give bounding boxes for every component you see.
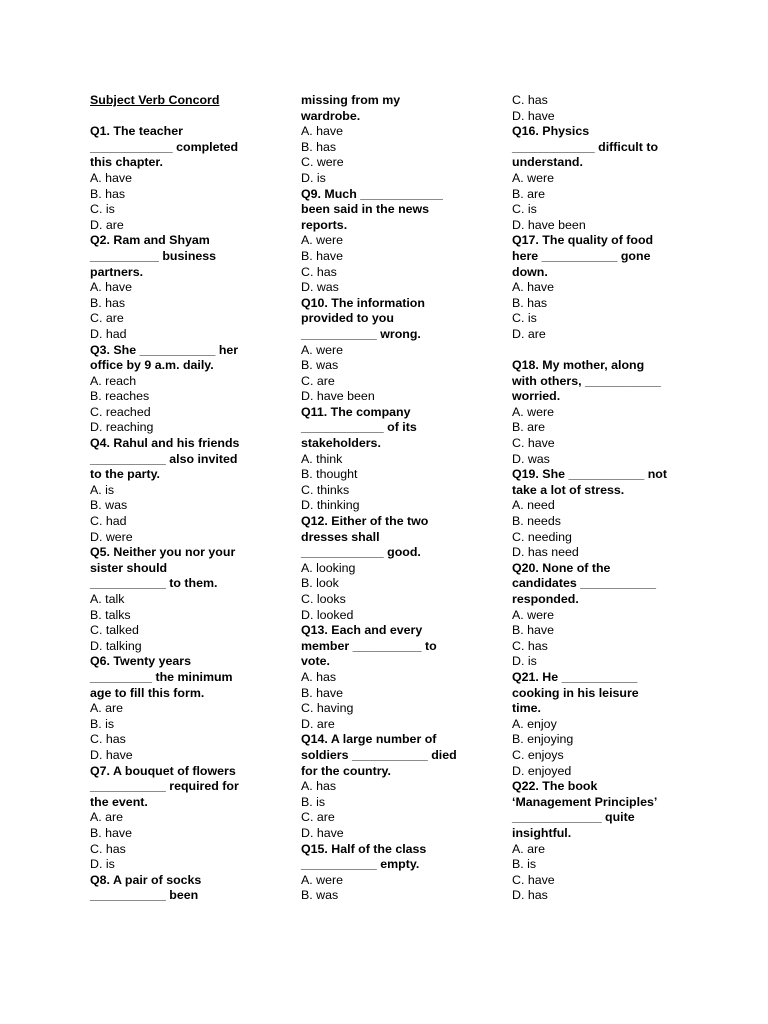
question-line: provided to you (301, 311, 394, 326)
question-line: missing from my (301, 93, 401, 107)
question-text (512, 467, 702, 498)
answer-option: A. need (512, 498, 555, 513)
question-line: wardrobe. (301, 108, 361, 123)
answer-option: C. is (512, 311, 537, 326)
column-1 (90, 93, 280, 904)
answer-option: D. was (512, 451, 550, 466)
question-line: soldiers ___________ died (301, 747, 457, 762)
question-line: dresses shall (301, 529, 380, 544)
question-line: Q22. The book (512, 779, 598, 794)
answer-option: D. have been (301, 389, 375, 404)
answer-option: C. enjoys (512, 747, 564, 762)
answer-option: B. have (301, 248, 344, 263)
answer-option: A. is (90, 482, 115, 497)
answer-option: D. is (301, 170, 326, 185)
question-line: understand. (512, 155, 583, 170)
answer-option: C. has (512, 638, 548, 653)
column-3 (512, 93, 702, 904)
answer-option: B. has (90, 186, 126, 201)
question-line: ____________ good. (301, 545, 421, 560)
answer-option: B. have (90, 825, 133, 840)
answer-option: A. were (512, 607, 555, 622)
answer-option: C. having (301, 701, 354, 716)
question-text (512, 779, 702, 841)
question-line: Q19. She ___________ not (512, 467, 667, 482)
question-text (301, 187, 491, 234)
answer-option: A. has (301, 779, 337, 794)
question-text (90, 545, 280, 592)
answer-option: C. had (90, 514, 127, 529)
question-line: Q4. Rahul and his friends (90, 436, 240, 451)
question-text (90, 873, 280, 904)
question-line: ____________ of its (301, 420, 417, 435)
answer-option: B. was (90, 498, 128, 513)
answer-option: D. has need (512, 545, 579, 560)
answer-option: A. have (301, 124, 344, 139)
question-line: Q2. Ram and Shyam (90, 233, 210, 248)
answer-option: B. is (301, 794, 326, 809)
question-line: ___________ required for (90, 779, 239, 794)
answer-option: B. are (512, 186, 546, 201)
question-text (512, 561, 702, 608)
answer-option: D. reaching (90, 420, 154, 435)
question-text (512, 233, 702, 280)
question-text (90, 343, 280, 374)
question-text (301, 296, 491, 343)
answer-option: B. was (301, 358, 339, 373)
question-text (301, 93, 491, 124)
answer-option: C. has (301, 264, 337, 279)
question-line: Q12. Either of the two (301, 514, 429, 529)
answer-option: A. have (90, 170, 133, 185)
question-line: _____________ quite (512, 810, 635, 825)
question-line: Q11. The company (301, 404, 411, 419)
question-line: ___________ also invited (90, 451, 238, 466)
question-line: Q9. Much ____________ (301, 186, 443, 201)
answer-option: A. are (90, 810, 124, 825)
answer-option: B. talks (90, 607, 131, 622)
question-line: member __________ to (301, 638, 437, 653)
answer-option: D. have (301, 825, 344, 840)
answer-option: C. has (90, 732, 126, 747)
question-text (90, 436, 280, 483)
question-line: vote. (301, 654, 330, 669)
answer-option: C. is (90, 202, 115, 217)
answer-option: C. are (301, 373, 335, 388)
question-line: ___________ wrong. (301, 326, 421, 341)
answer-option: C. has (90, 841, 126, 856)
answer-option: D. are (90, 217, 124, 232)
question-text (90, 124, 280, 171)
answer-option: D. have (512, 108, 555, 123)
question-line: time. (512, 701, 541, 716)
answer-option: C. looks (301, 592, 346, 606)
answer-option: B. has (512, 295, 548, 310)
question-line: ____________ completed (90, 139, 239, 154)
answer-option: C. have (512, 872, 555, 887)
answer-option: D. have (90, 747, 133, 762)
answer-option: B. have (301, 685, 344, 700)
answer-option: A. were (512, 404, 555, 419)
answer-option: D. thinking (301, 498, 360, 513)
question-line: for the country. (301, 763, 391, 778)
question-line: take a lot of stress. (512, 482, 625, 497)
answer-option: C. are (301, 810, 335, 825)
question-text (301, 842, 491, 873)
answer-option: D. was (301, 280, 339, 295)
answer-option: A. have (90, 280, 133, 295)
answer-option: B. thought (301, 467, 358, 482)
answer-option: C. thinks (301, 482, 350, 497)
answer-option: D. are (512, 326, 546, 341)
question-line: here ___________ gone (512, 248, 651, 263)
question-line: candidates ___________ (512, 576, 656, 591)
question-line: Q18. My mother, along (512, 358, 645, 373)
question-line: Q6. Twenty years (90, 654, 192, 669)
question-text (512, 670, 702, 717)
question-line: insightful. (512, 825, 572, 840)
question-line: ____________ difficult to (512, 139, 659, 154)
spacer (90, 109, 280, 125)
answer-option: D. is (90, 857, 115, 872)
answer-option: C. reached (90, 404, 151, 419)
answer-option: A. enjoy (512, 716, 557, 731)
answer-option: D. is (512, 654, 537, 669)
spacer (512, 343, 702, 359)
answer-option: B. has (301, 139, 337, 154)
answer-option: A. were (512, 170, 555, 185)
question-line: the event. (90, 794, 148, 809)
question-line: Q16. Physics (512, 124, 590, 139)
question-line: to the party. (90, 467, 160, 482)
answer-option: C. are (90, 311, 124, 326)
answer-option: D. has (512, 888, 548, 903)
answer-option: B. have (512, 623, 555, 638)
answer-option: C. is (512, 202, 537, 217)
question-line: Q14. A large number of (301, 732, 437, 747)
answer-option: D. enjoyed (512, 763, 572, 778)
answer-option: C. needing (512, 529, 572, 544)
question-line: Q1. The teacher (90, 124, 183, 139)
answer-option: B. enjoying (512, 732, 574, 747)
answer-option: B. needs (512, 514, 561, 529)
question-text (301, 405, 491, 452)
answer-option: B. are (512, 420, 546, 435)
answer-option: A. were (301, 872, 344, 887)
question-line: office by 9 a.m. daily. (90, 358, 214, 373)
question-line: cooking in his leisure (512, 685, 639, 700)
answer-option: C. have (512, 436, 555, 451)
answer-option: A. are (512, 841, 546, 856)
answer-option: C. talked (90, 623, 139, 638)
question-line: Q17. The quality of food (512, 233, 654, 248)
answer-option: B. was (301, 888, 339, 903)
question-line: responded. (512, 592, 579, 606)
answer-option: A. talk (90, 592, 125, 606)
answer-option: A. were (301, 233, 344, 248)
answer-option: C. were (301, 155, 344, 170)
question-line: sister should (90, 560, 168, 575)
question-line: Q15. Half of the class (301, 841, 427, 856)
answer-option: A. looking (301, 560, 356, 575)
answer-option: B. look (301, 576, 339, 591)
answer-option: A. are (90, 701, 124, 716)
answer-option: B. has (90, 295, 126, 310)
answer-option: A. think (301, 451, 343, 466)
answer-option: A. reach (90, 373, 137, 388)
answer-option: A. were (301, 342, 344, 357)
question-line: reports. (301, 217, 348, 232)
question-text (512, 124, 702, 171)
question-text (301, 732, 491, 779)
question-line: Q5. Neither you nor your (90, 545, 236, 560)
answer-option: D. talking (90, 638, 142, 653)
answer-option: D. had (90, 326, 127, 341)
question-line: Q8. A pair of socks (90, 872, 202, 887)
answer-option: C. has (512, 93, 548, 107)
question-line: with others, ___________ (512, 373, 661, 388)
question-line: Q13. Each and every (301, 623, 423, 638)
column-2 (301, 93, 491, 904)
question-line: _________ the minimum (90, 669, 233, 684)
question-text (90, 764, 280, 811)
question-line: ___________ empty. (301, 857, 420, 872)
answer-option: D. looked (301, 607, 354, 622)
question-text (512, 358, 702, 405)
question-line: Q21. He ___________ (512, 669, 638, 684)
question-line: ___________ to them. (90, 576, 218, 591)
question-line: stakeholders. (301, 436, 381, 451)
question-text (90, 233, 280, 280)
question-line: Q7. A bouquet of flowers (90, 763, 236, 778)
question-line: ___________ been (90, 888, 199, 903)
question-line: been said in the news (301, 202, 430, 217)
answer-option: B. is (90, 716, 115, 731)
question-line: worried. (512, 389, 561, 404)
question-text (90, 654, 280, 701)
question-line: Q20. None of the (512, 560, 611, 575)
question-line: Q3. She ___________ her (90, 342, 239, 357)
question-line: ‘Management Principles’ (512, 794, 658, 809)
question-line: __________ business (90, 248, 217, 263)
answer-option: D. are (301, 716, 335, 731)
question-text (301, 514, 491, 561)
page-title: Subject Verb Concord (90, 93, 220, 107)
answer-option: D. were (90, 529, 133, 544)
question-line: partners. (90, 264, 144, 279)
question-line: Q10. The information (301, 295, 425, 310)
question-text (301, 623, 491, 670)
answer-option: A. has (301, 669, 337, 684)
answer-option: D. have been (512, 217, 586, 232)
answer-option: A. have (512, 280, 555, 295)
question-line: age to fill this form. (90, 685, 205, 700)
question-line: down. (512, 264, 548, 279)
question-line: this chapter. (90, 155, 163, 170)
answer-option: B. is (512, 857, 537, 872)
answer-option: B. reaches (90, 389, 150, 404)
